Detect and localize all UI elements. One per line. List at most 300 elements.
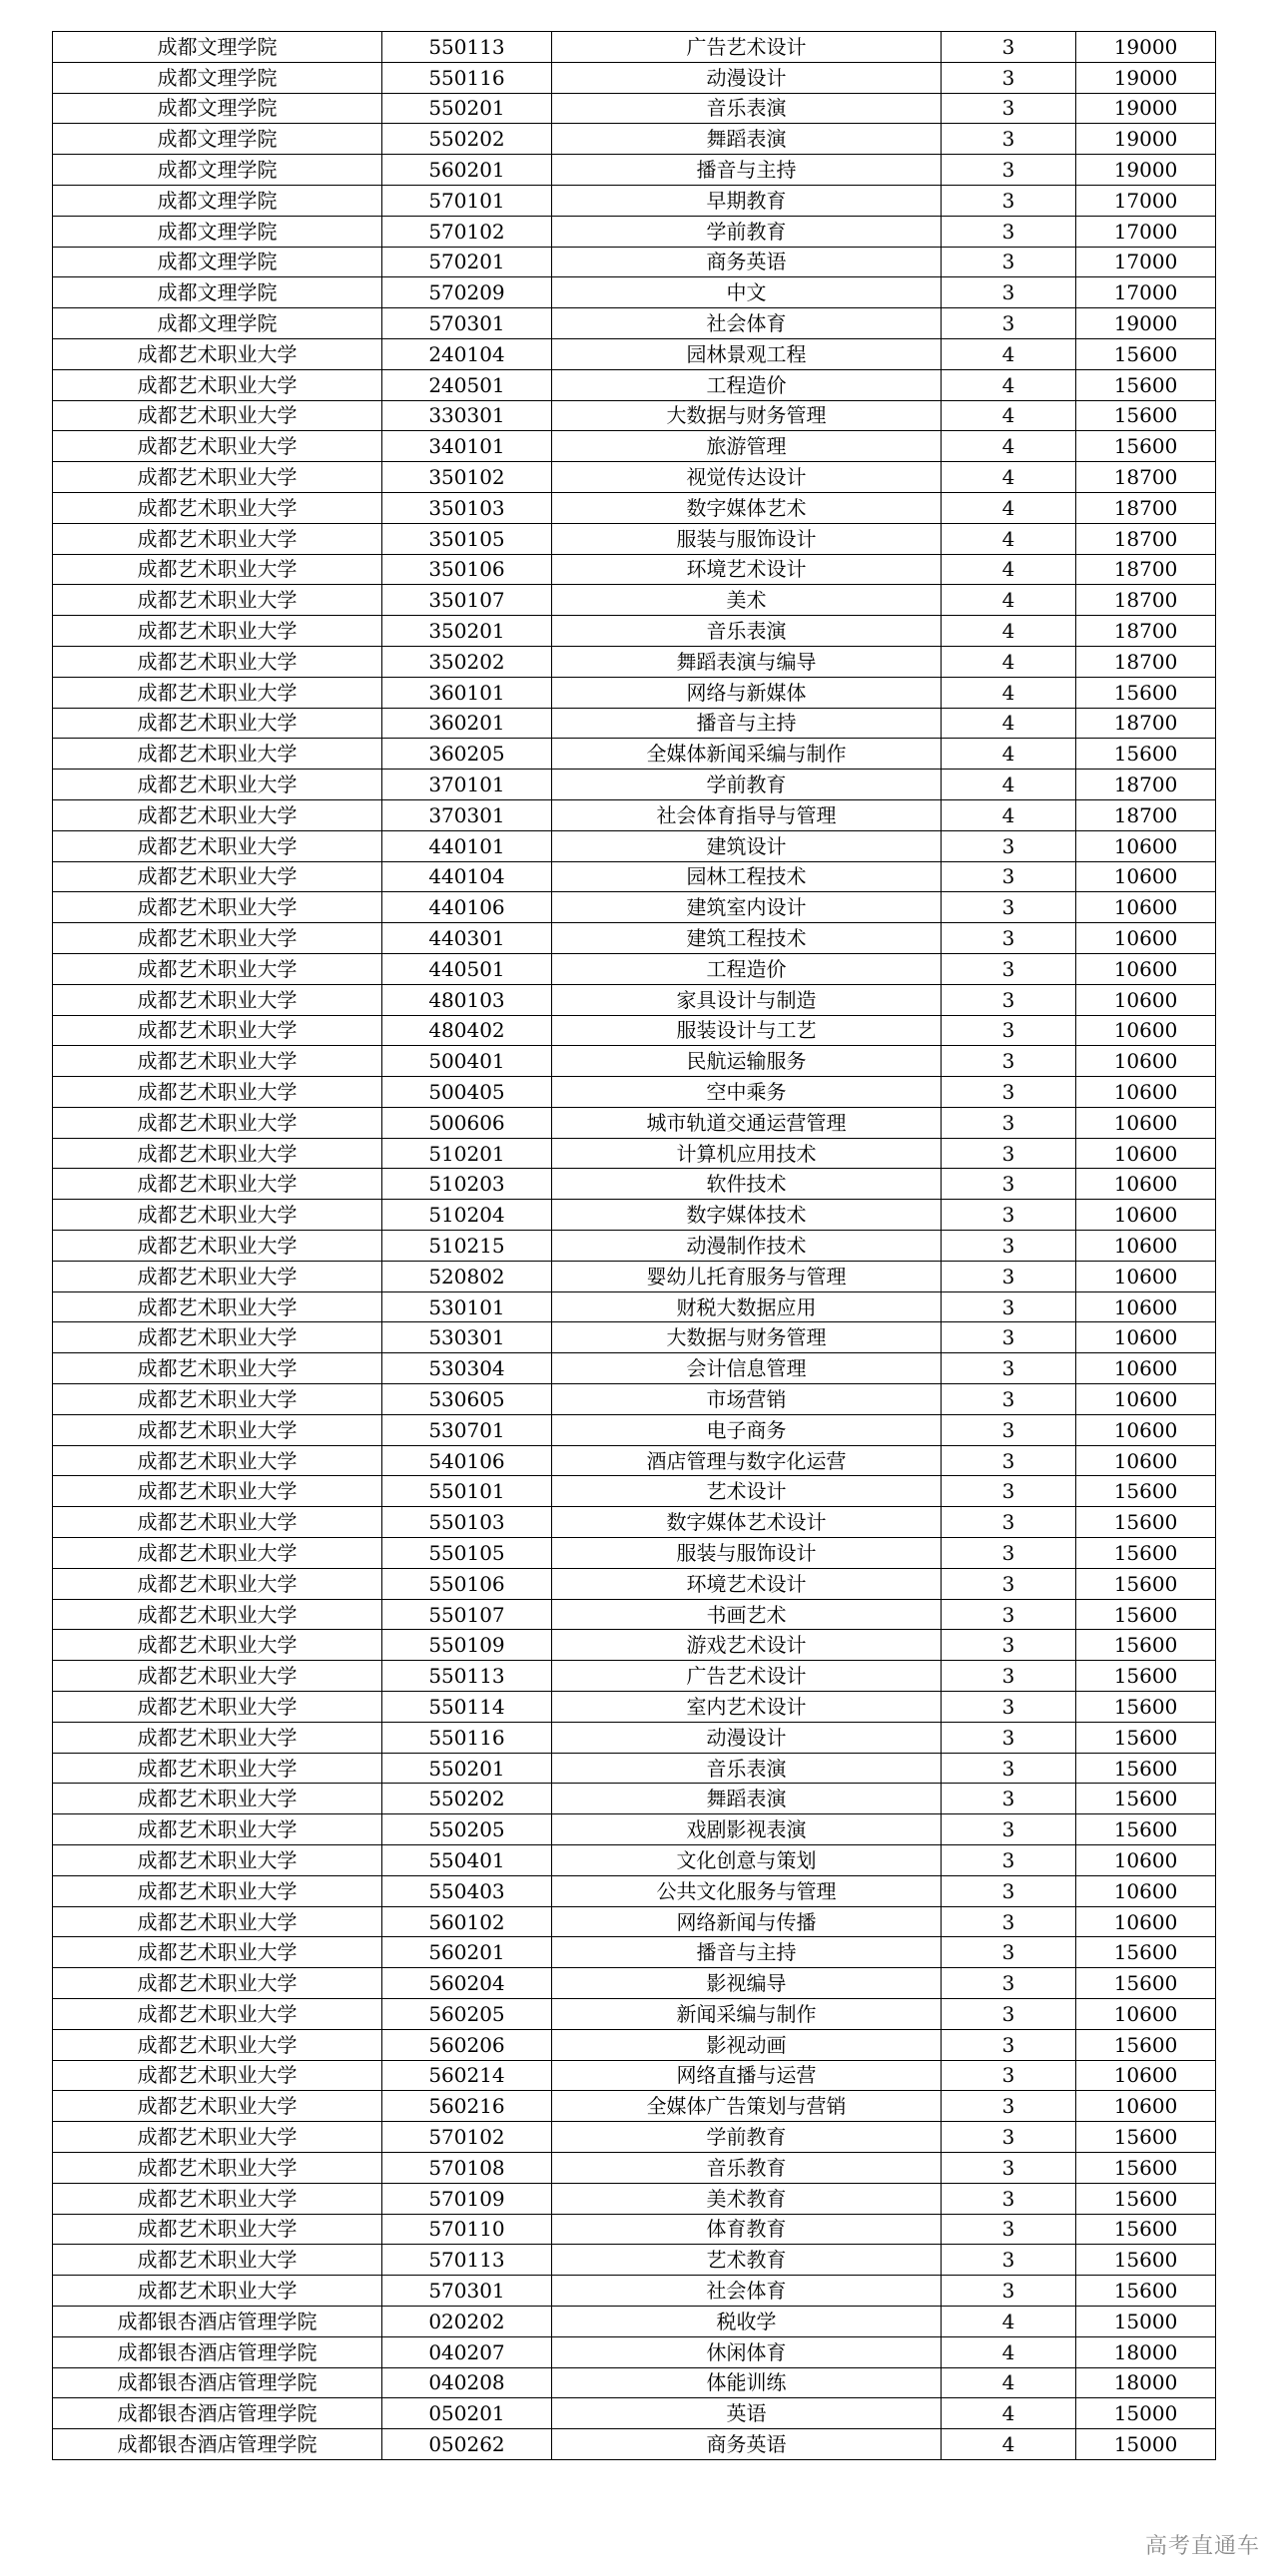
school-name-cell: 成都艺术职业大学 <box>53 2183 382 2214</box>
duration-cell: 4 <box>942 523 1076 554</box>
major-code-cell: 050262 <box>382 2429 552 2460</box>
major-name-cell: 软件技术 <box>552 1169 942 1200</box>
tuition-cell: 17000 <box>1076 247 1216 277</box>
major-name-cell: 舞蹈表演 <box>552 1784 942 1814</box>
school-name-cell: 成都银杏酒店管理学院 <box>53 2336 382 2367</box>
table-row <box>53 1200 1216 1231</box>
tuition-cell: 15600 <box>1076 431 1216 462</box>
tuition-cell: 10600 <box>1076 892 1216 923</box>
school-name-cell: 成都银杏酒店管理学院 <box>53 2367 382 2398</box>
school-name-cell: 成都艺术职业大学 <box>53 1231 382 1262</box>
major-code-cell: 560205 <box>382 1999 552 2030</box>
school-name-cell: 成都艺术职业大学 <box>53 1784 382 1814</box>
table-row <box>53 2245 1216 2276</box>
school-name-cell: 成都艺术职业大学 <box>53 1261 382 1291</box>
tuition-cell: 15600 <box>1076 1814 1216 1845</box>
duration-cell: 3 <box>942 1968 1076 1999</box>
tuition-cell: 18700 <box>1076 462 1216 493</box>
school-name-cell: 成都文理学院 <box>53 185 382 216</box>
table-row <box>53 984 1216 1015</box>
table-row <box>53 2367 1216 2398</box>
major-name-cell: 动漫制作技术 <box>552 1231 942 1262</box>
table-row <box>53 431 1216 462</box>
major-code-cell: 550201 <box>382 93 552 124</box>
tuition-cell: 19000 <box>1076 93 1216 124</box>
major-name-cell: 动漫设计 <box>552 62 942 93</box>
major-name-cell: 公共文化服务与管理 <box>552 1875 942 1906</box>
table-row <box>53 1077 1216 1108</box>
school-name-cell: 成都艺术职业大学 <box>53 338 382 369</box>
tuition-cell: 10600 <box>1076 861 1216 892</box>
duration-cell: 3 <box>942 984 1076 1015</box>
school-name-cell: 成都艺术职业大学 <box>53 1538 382 1569</box>
major-name-cell: 商务英语 <box>552 2429 942 2460</box>
duration-cell: 3 <box>942 2276 1076 2307</box>
duration-cell: 4 <box>942 585 1076 616</box>
school-name-cell: 成都艺术职业大学 <box>53 1968 382 1999</box>
major-code-cell: 560201 <box>382 155 552 186</box>
school-name-cell: 成都艺术职业大学 <box>53 708 382 739</box>
table-row <box>53 1630 1216 1661</box>
major-code-cell: 550107 <box>382 1599 552 1630</box>
major-code-cell: 510215 <box>382 1231 552 1262</box>
table-row <box>53 923 1216 954</box>
major-code-cell: 560206 <box>382 2029 552 2060</box>
school-name-cell: 成都文理学院 <box>53 62 382 93</box>
major-code-cell: 570108 <box>382 2152 552 2183</box>
table-row <box>53 1845 1216 1876</box>
duration-cell: 3 <box>942 2245 1076 2276</box>
table-row <box>53 2152 1216 2183</box>
tuition-cell: 15600 <box>1076 1538 1216 1569</box>
school-name-cell: 成都艺术职业大学 <box>53 953 382 984</box>
major-code-cell: 550109 <box>382 1630 552 1661</box>
tuition-cell: 18700 <box>1076 554 1216 585</box>
major-code-cell: 520802 <box>382 1261 552 1291</box>
major-code-cell: 570101 <box>382 185 552 216</box>
major-name-cell: 播音与主持 <box>552 708 942 739</box>
school-name-cell: 成都艺术职业大学 <box>53 1507 382 1538</box>
duration-cell: 4 <box>942 2398 1076 2429</box>
major-code-cell: 550106 <box>382 1568 552 1599</box>
school-name-cell: 成都银杏酒店管理学院 <box>53 2398 382 2429</box>
major-name-cell: 学前教育 <box>552 216 942 247</box>
major-code-cell: 350106 <box>382 554 552 585</box>
tuition-cell: 15600 <box>1076 1784 1216 1814</box>
duration-cell: 3 <box>942 1937 1076 1968</box>
tuition-cell: 10600 <box>1076 1445 1216 1476</box>
tuition-cell: 15000 <box>1076 2306 1216 2336</box>
tuition-cell: 10600 <box>1076 1875 1216 1906</box>
table-row <box>53 462 1216 493</box>
major-code-cell: 540106 <box>382 1445 552 1476</box>
table-row <box>53 1538 1216 1569</box>
tuition-cell: 10600 <box>1076 1414 1216 1445</box>
table-row <box>53 616 1216 647</box>
school-name-cell: 成都艺术职业大学 <box>53 923 382 954</box>
school-name-cell: 成都艺术职业大学 <box>53 2091 382 2122</box>
school-name-cell: 成都艺术职业大学 <box>53 830 382 861</box>
table-row <box>53 308 1216 339</box>
school-name-cell: 成都艺术职业大学 <box>53 1599 382 1630</box>
duration-cell: 3 <box>942 892 1076 923</box>
major-name-cell: 市场营销 <box>552 1384 942 1415</box>
duration-cell: 4 <box>942 646 1076 677</box>
major-code-cell: 530101 <box>382 1291 552 1322</box>
duration-cell: 3 <box>942 1445 1076 1476</box>
table-row <box>53 1692 1216 1723</box>
table-row <box>53 861 1216 892</box>
tuition-cell: 10600 <box>1076 1169 1216 1200</box>
tuition-cell: 10600 <box>1076 1384 1216 1415</box>
duration-cell: 3 <box>942 1906 1076 1937</box>
table-row <box>53 1507 1216 1538</box>
table-row <box>53 830 1216 861</box>
major-code-cell: 560216 <box>382 2091 552 2122</box>
major-name-cell: 大数据与财务管理 <box>552 1322 942 1353</box>
duration-cell: 3 <box>942 1722 1076 1753</box>
tuition-cell: 19000 <box>1076 308 1216 339</box>
tuition-cell: 19000 <box>1076 124 1216 155</box>
duration-cell: 3 <box>942 1261 1076 1291</box>
duration-cell: 3 <box>942 953 1076 984</box>
school-name-cell: 成都银杏酒店管理学院 <box>53 2306 382 2336</box>
duration-cell: 3 <box>942 1231 1076 1262</box>
table-row <box>53 1753 1216 1784</box>
duration-cell: 3 <box>942 93 1076 124</box>
major-code-cell: 370301 <box>382 799 552 830</box>
duration-cell: 4 <box>942 492 1076 523</box>
major-code-cell: 570110 <box>382 2214 552 2245</box>
major-code-cell: 480402 <box>382 1015 552 1046</box>
major-name-cell: 家具设计与制造 <box>552 984 942 1015</box>
school-name-cell: 成都艺术职业大学 <box>53 1906 382 1937</box>
school-name-cell: 成都艺术职业大学 <box>53 2214 382 2245</box>
duration-cell: 3 <box>942 1414 1076 1445</box>
table-row <box>53 32 1216 63</box>
major-code-cell: 330301 <box>382 400 552 431</box>
school-name-cell: 成都艺术职业大学 <box>53 1568 382 1599</box>
school-name-cell: 成都艺术职业大学 <box>53 1077 382 1108</box>
major-name-cell: 早期教育 <box>552 185 942 216</box>
major-code-cell: 050201 <box>382 2398 552 2429</box>
duration-cell: 3 <box>942 2091 1076 2122</box>
school-name-cell: 成都艺术职业大学 <box>53 1200 382 1231</box>
table-row <box>53 953 1216 984</box>
tuition-cell: 15600 <box>1076 1476 1216 1507</box>
table-row <box>53 1968 1216 1999</box>
major-name-cell: 计算机应用技术 <box>552 1138 942 1169</box>
watermark-text: 高考直通车 <box>1144 2534 1260 2559</box>
major-code-cell: 550113 <box>382 1661 552 1692</box>
tuition-cell: 15600 <box>1076 1692 1216 1723</box>
tuition-cell: 18700 <box>1076 585 1216 616</box>
table-row <box>53 2429 1216 2460</box>
major-code-cell: 530304 <box>382 1353 552 1384</box>
tuition-cell: 10600 <box>1076 1999 1216 2030</box>
major-code-cell: 350102 <box>382 462 552 493</box>
duration-cell: 3 <box>942 1814 1076 1845</box>
duration-cell: 3 <box>942 124 1076 155</box>
table-row <box>53 369 1216 400</box>
school-name-cell: 成都艺术职业大学 <box>53 892 382 923</box>
duration-cell: 3 <box>942 1999 1076 2030</box>
major-name-cell: 服装与服饰设计 <box>552 1538 942 1569</box>
major-name-cell: 会计信息管理 <box>552 1353 942 1384</box>
table-row <box>53 739 1216 770</box>
major-code-cell: 240501 <box>382 369 552 400</box>
duration-cell: 3 <box>942 1753 1076 1784</box>
duration-cell: 3 <box>942 1322 1076 1353</box>
school-name-cell: 成都艺术职业大学 <box>53 523 382 554</box>
duration-cell: 4 <box>942 2306 1076 2336</box>
major-code-cell: 550202 <box>382 1784 552 1814</box>
tuition-cell: 19000 <box>1076 155 1216 186</box>
school-name-cell: 成都文理学院 <box>53 308 382 339</box>
duration-cell: 3 <box>942 1291 1076 1322</box>
major-name-cell: 戏剧影视表演 <box>552 1814 942 1845</box>
duration-cell: 3 <box>942 1200 1076 1231</box>
table-row <box>53 2276 1216 2307</box>
school-name-cell: 成都文理学院 <box>53 93 382 124</box>
duration-cell: 4 <box>942 799 1076 830</box>
duration-cell: 3 <box>942 216 1076 247</box>
major-name-cell: 学前教育 <box>552 2122 942 2153</box>
major-code-cell: 570102 <box>382 2122 552 2153</box>
table-row <box>53 1322 1216 1353</box>
tuition-cell: 10600 <box>1076 1353 1216 1384</box>
major-code-cell: 550202 <box>382 124 552 155</box>
tuition-cell: 18700 <box>1076 799 1216 830</box>
table-row <box>53 1414 1216 1445</box>
major-name-cell: 税收学 <box>552 2306 942 2336</box>
tuition-cell: 15600 <box>1076 1661 1216 1692</box>
major-name-cell: 旅游管理 <box>552 431 942 462</box>
table-row <box>53 585 1216 616</box>
school-name-cell: 成都文理学院 <box>53 216 382 247</box>
table-row <box>53 2029 1216 2060</box>
major-code-cell: 350105 <box>382 523 552 554</box>
tuition-cell: 15600 <box>1076 2183 1216 2214</box>
table-row <box>53 523 1216 554</box>
duration-cell: 3 <box>942 1599 1076 1630</box>
duration-cell: 3 <box>942 830 1076 861</box>
duration-cell: 4 <box>942 739 1076 770</box>
major-code-cell: 550113 <box>382 32 552 63</box>
duration-cell: 3 <box>942 861 1076 892</box>
tuition-cell: 18700 <box>1076 770 1216 800</box>
duration-cell: 3 <box>942 155 1076 186</box>
tuition-cell: 10600 <box>1076 1845 1216 1876</box>
major-name-cell: 大数据与财务管理 <box>552 400 942 431</box>
school-name-cell: 成都艺术职业大学 <box>53 616 382 647</box>
tuition-cell: 18700 <box>1076 616 1216 647</box>
table-row <box>53 2398 1216 2429</box>
major-code-cell: 510203 <box>382 1169 552 1200</box>
school-name-cell: 成都艺术职业大学 <box>53 554 382 585</box>
major-code-cell: 570301 <box>382 2276 552 2307</box>
major-code-cell: 550403 <box>382 1875 552 1906</box>
duration-cell: 4 <box>942 708 1076 739</box>
table-row <box>53 1568 1216 1599</box>
major-code-cell: 550201 <box>382 1753 552 1784</box>
table-row <box>53 1906 1216 1937</box>
major-name-cell: 音乐教育 <box>552 2152 942 2183</box>
major-code-cell: 360101 <box>382 677 552 708</box>
major-code-cell: 500606 <box>382 1107 552 1138</box>
major-code-cell: 440301 <box>382 923 552 954</box>
school-name-cell: 成都艺术职业大学 <box>53 2276 382 2307</box>
table-row <box>53 400 1216 431</box>
tuition-cell: 18700 <box>1076 646 1216 677</box>
major-name-cell: 学前教育 <box>552 770 942 800</box>
duration-cell: 3 <box>942 1476 1076 1507</box>
tuition-cell: 10600 <box>1076 1046 1216 1077</box>
duration-cell: 3 <box>942 2060 1076 2091</box>
school-name-cell: 成都艺术职业大学 <box>53 1845 382 1876</box>
major-name-cell: 全媒体广告策划与营销 <box>552 2091 942 2122</box>
major-name-cell: 服装与服饰设计 <box>552 523 942 554</box>
duration-cell: 3 <box>942 1138 1076 1169</box>
tuition-cell: 10600 <box>1076 1138 1216 1169</box>
table-row <box>53 1599 1216 1630</box>
major-name-cell: 空中乘务 <box>552 1077 942 1108</box>
table-row <box>53 1476 1216 1507</box>
school-name-cell: 成都艺术职业大学 <box>53 431 382 462</box>
school-name-cell: 成都艺术职业大学 <box>53 1753 382 1784</box>
school-name-cell: 成都艺术职业大学 <box>53 585 382 616</box>
major-name-cell: 工程造价 <box>552 369 942 400</box>
major-name-cell: 财税大数据应用 <box>552 1291 942 1322</box>
school-name-cell: 成都艺术职业大学 <box>53 1414 382 1445</box>
major-code-cell: 440106 <box>382 892 552 923</box>
table-row <box>53 799 1216 830</box>
school-name-cell: 成都文理学院 <box>53 277 382 308</box>
tuition-cell: 18700 <box>1076 523 1216 554</box>
tuition-cell: 17000 <box>1076 216 1216 247</box>
school-name-cell: 成都艺术职业大学 <box>53 1384 382 1415</box>
duration-cell: 3 <box>942 1845 1076 1876</box>
major-code-cell: 440501 <box>382 953 552 984</box>
tuition-cell: 10600 <box>1076 1291 1216 1322</box>
school-name-cell: 成都艺术职业大学 <box>53 1138 382 1169</box>
tuition-cell: 15600 <box>1076 1568 1216 1599</box>
table-row <box>53 646 1216 677</box>
table-row <box>53 62 1216 93</box>
major-name-cell: 全媒体新闻采编与制作 <box>552 739 942 770</box>
major-code-cell: 550114 <box>382 1692 552 1723</box>
major-name-cell: 舞蹈表演 <box>552 124 942 155</box>
major-name-cell: 商务英语 <box>552 247 942 277</box>
duration-cell: 4 <box>942 2336 1076 2367</box>
table-row <box>53 93 1216 124</box>
table-row <box>53 247 1216 277</box>
major-name-cell: 数字媒体技术 <box>552 1200 942 1231</box>
table-row <box>53 1169 1216 1200</box>
major-name-cell: 体能训练 <box>552 2367 942 2398</box>
duration-cell: 3 <box>942 32 1076 63</box>
duration-cell: 4 <box>942 369 1076 400</box>
major-name-cell: 英语 <box>552 2398 942 2429</box>
table-row <box>53 155 1216 186</box>
major-name-cell: 舞蹈表演与编导 <box>552 646 942 677</box>
table-row <box>53 2122 1216 2153</box>
major-name-cell: 广告艺术设计 <box>552 1661 942 1692</box>
major-name-cell: 工程造价 <box>552 953 942 984</box>
major-code-cell: 550205 <box>382 1814 552 1845</box>
school-name-cell: 成都艺术职业大学 <box>53 1937 382 1968</box>
table-row <box>53 2183 1216 2214</box>
school-name-cell: 成都艺术职业大学 <box>53 1169 382 1200</box>
school-name-cell: 成都文理学院 <box>53 124 382 155</box>
tuition-cell: 15600 <box>1076 2276 1216 2307</box>
major-name-cell: 播音与主持 <box>552 155 942 186</box>
major-code-cell: 350107 <box>382 585 552 616</box>
school-name-cell: 成都银杏酒店管理学院 <box>53 2429 382 2460</box>
major-name-cell: 美术 <box>552 585 942 616</box>
table-row <box>53 1231 1216 1262</box>
major-name-cell: 园林景观工程 <box>552 338 942 369</box>
school-name-cell: 成都艺术职业大学 <box>53 462 382 493</box>
duration-cell: 4 <box>942 400 1076 431</box>
duration-cell: 3 <box>942 1015 1076 1046</box>
school-name-cell: 成都艺术职业大学 <box>53 646 382 677</box>
table-row <box>53 1353 1216 1384</box>
major-code-cell: 360205 <box>382 739 552 770</box>
duration-cell: 3 <box>942 185 1076 216</box>
major-name-cell: 数字媒体艺术设计 <box>552 1507 942 1538</box>
tuition-cell: 15600 <box>1076 1599 1216 1630</box>
duration-cell: 3 <box>942 1077 1076 1108</box>
major-code-cell: 040207 <box>382 2336 552 2367</box>
school-name-cell: 成都艺术职业大学 <box>53 1814 382 1845</box>
table-row <box>53 1722 1216 1753</box>
tuition-cell: 15000 <box>1076 2429 1216 2460</box>
major-code-cell: 500405 <box>382 1077 552 1108</box>
duration-cell: 3 <box>942 923 1076 954</box>
school-name-cell: 成都文理学院 <box>53 155 382 186</box>
major-code-cell: 510201 <box>382 1138 552 1169</box>
major-name-cell: 音乐表演 <box>552 1753 942 1784</box>
duration-cell: 3 <box>942 1568 1076 1599</box>
duration-cell: 4 <box>942 2367 1076 2398</box>
duration-cell: 4 <box>942 677 1076 708</box>
school-name-cell: 成都艺术职业大学 <box>53 1107 382 1138</box>
duration-cell: 3 <box>942 277 1076 308</box>
tuition-cell: 15600 <box>1076 1753 1216 1784</box>
table-row <box>53 1015 1216 1046</box>
major-name-cell: 电子商务 <box>552 1414 942 1445</box>
tuition-cell: 15600 <box>1076 2029 1216 2060</box>
table-row <box>53 492 1216 523</box>
school-name-cell: 成都艺术职业大学 <box>53 2245 382 2276</box>
duration-cell: 4 <box>942 770 1076 800</box>
duration-cell: 4 <box>942 462 1076 493</box>
major-code-cell: 570109 <box>382 2183 552 2214</box>
duration-cell: 4 <box>942 338 1076 369</box>
table-row <box>53 708 1216 739</box>
tuition-cell: 10600 <box>1076 1015 1216 1046</box>
tuition-cell: 15000 <box>1076 2398 1216 2429</box>
major-name-cell: 环境艺术设计 <box>552 554 942 585</box>
tuition-cell: 19000 <box>1076 32 1216 63</box>
tuition-cell: 10600 <box>1076 1322 1216 1353</box>
school-name-cell: 成都艺术职业大学 <box>53 1661 382 1692</box>
duration-cell: 4 <box>942 616 1076 647</box>
tuition-cell: 15600 <box>1076 2214 1216 2245</box>
major-code-cell: 570113 <box>382 2245 552 2276</box>
duration-cell: 3 <box>942 1692 1076 1723</box>
